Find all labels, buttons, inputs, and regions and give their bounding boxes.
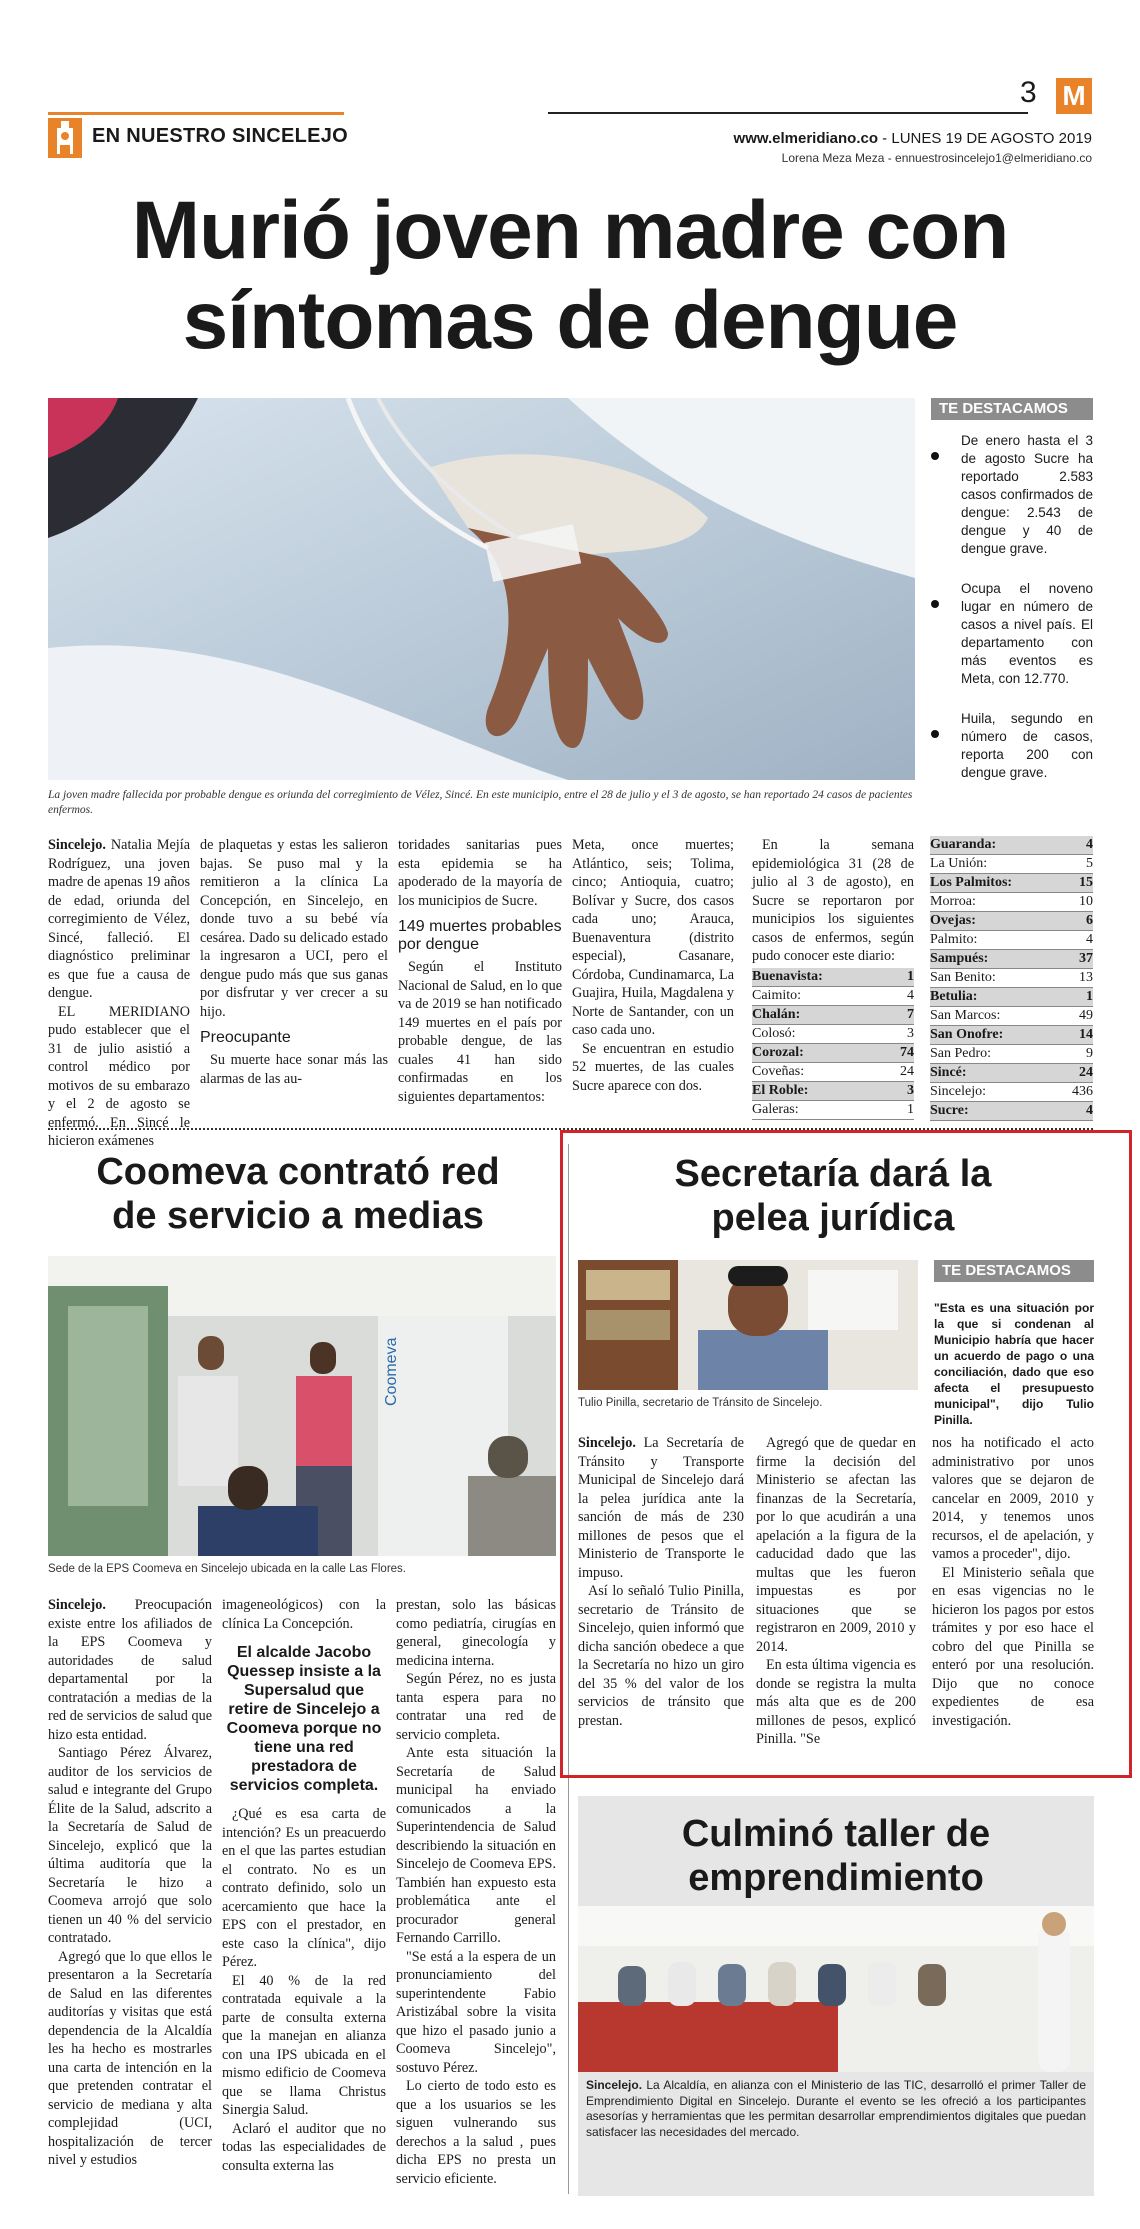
coomeva-photo-caption: Sede de la EPS Coomeva en Sincelejo ubicada en la calle Las Flores. [48,1563,406,1575]
secretaria-col-2: Agregó que de quedar en firme la decisión del Ministerio se afectan las finanzas de la Secretaría, por lo que acudirán a una apelación a la figura de la caducidad dado que las multas que les fueron impuestas es por situaciones que se registraron en 2009, 2010 y 2014. En esta última vigencia es donde se registra la multa más alta que es de 200 millones de pesos, explicó Pinilla. "Se [756,1435,916,1747]
municipality-name: Ovejas: [930,913,976,928]
cases-table-row [930,893,1093,912]
dateline: Sincelejo. [578,1435,636,1451]
subhead: 149 muertes probables por dengue [398,918,562,953]
dateline: Sincelejo. [586,2078,643,2092]
coomeva-col-2: imageneológicos) con la clínica La Concepción. El alcalde Jacobo Quessep insiste a la Supersalud que retire de Sincelejo a Coomeva porque no tiene una red prestadora de servicios completa. ¿Qué es esa carta de intención? Es un preacuerdo en el que las partes estudian el contrato. No es un contrato definido, solo un acercamiento que hace la EPS con el prestador, en este caso la clínica", dijo Pérez. El 40 % de la red contratada equivale a la parte de consulta externa que la manejan en alianza con una IPS ubicada en el mismo edificio de Coomeva que se llama Christus Sinergia Salud. Aclaró el auditor que no todas las especialidades de consulta externa las [222,1597,386,2174]
cases-table-row [930,1064,1093,1083]
municipality-name: Morroa: [930,894,976,909]
case-count: 15 [1079,875,1093,890]
case-count: 10 [1079,894,1093,909]
municipality-name: Galeras: [752,1101,799,1117]
municipality-name: Sampués: [930,951,989,966]
main-photo-caption: La joven madre fallecida por probable dengue es oriunda del corregimiento de Vélez, Sincé. En este municipio, entre el 28 de julio y el 3 de agosto, se han reportado 24 casos de pacientes enfermos. [48,789,913,816]
cases-table-row [752,1063,914,1082]
site-link[interactable]: www.elmeridiano.co [733,130,879,147]
date: - LUNES 19 DE AGOSTO 2019 [878,130,1092,147]
cases-table-row [930,912,1093,931]
highlight-item: Ocupa el noveno lugar en número de casos a nivel país. El departamento con más eventos es Meta, con 12.770. [931,580,1093,688]
bullet-icon [931,730,939,738]
case-count: 9 [1086,1046,1093,1061]
municipality-name: La Unión: [930,856,988,871]
secretaria-photo [578,1260,918,1390]
case-count: 14 [1079,1027,1093,1042]
municipality-name: Corozal: [752,1044,804,1060]
subhead: Preocupante [200,1029,291,1046]
main-col-3: toridades sanitarias pues esta epidemia se ha apoderado de la mayoría de los municipios de Sucre. 149 muertes probables por dengue Según el Instituto Nacional de Salud, en lo que va de 2019 se han notificado 149 muertes en el país por probable dengue, de las cuales 41 han sido confirmadas en los siguientes departamentos: [398,837,562,1105]
municipality-name: Colosó: [752,1025,796,1041]
bullet-icon [931,452,939,460]
cases-table-row [752,968,914,987]
cases-table-row [930,931,1093,950]
cases-table-row [930,1026,1093,1045]
case-count: 436 [1072,1084,1093,1099]
case-count: 1 [907,968,914,984]
section-accent-bar [48,112,344,115]
case-count: 74 [900,1044,914,1060]
case-count: 6 [1086,913,1093,928]
cases-table-row [930,950,1093,969]
municipality-name: Palmito: [930,932,978,947]
municipality-name: Caimito: [752,987,801,1003]
cases-table-row [930,988,1093,1007]
main-col-1: Sincelejo. Natalia Mejía Rodríguez, una joven madre de apenas 19 años de edad, oriunda del corregimiento de Vélez, Sincé, falleció. El diagnóstico preliminar es que fue a causa de dengue. EL MERIDIANO pudo establecer que el 31 de julio asistió a control médico por motivos de su embarazo y el 2 de agosto se enfermó. En Sincé le hicieron exámenes [48,837,190,1149]
secretaria-col-1: Sincelejo. La Secretaría de Tránsito y Transporte Municipal de Sincelejo dará la pelea jurídica ante la sanción de más de 230 millones de pesos que el Ministerio de Transporte le impuso. Así lo señaló Tulio Pinilla, secretario de Tránsito de Sincelejo, quien informó que dicha sanción obedece a que la Secretaría no hizo un giro del 35 % del valor de los servicios de tránsito que prestan. [578,1435,744,1729]
cases-table-row [930,1045,1093,1064]
masthead-rule [548,112,1028,114]
case-count: 4 [907,987,914,1003]
dateline: Sincelejo. [48,837,106,853]
main-headline-line2: síntomas de dengue [182,275,958,366]
case-count: 37 [1079,951,1093,966]
coomeva-col-1: Sincelejo. Preocupación existe entre los afiliados de la EPS Coomeva y autoridades de salud departamental por la contratación a medias de la red de servicios de salud que hizo esta entidad. Santiago Pérez Álvarez, auditor de los servicios de salud e integrante del Grupo Élite de la Salud, adscrito a la Secretaría de Salud de Sincelejo, explicó que la última auditoría que la Secretaría le hizo a Coomeva arrojó que solo tienen un 40 % del servicio contratado. Agregó que lo que ellos le presentaron a la Secretaría de Salud en las diferentes auditorías y visitas que está dependencia de la Alcaldía les ha hecho es mostrarles una carta de intención en la que pretenden contratar el servicio de mediana y alta complejidad (UCI, hospitalización de tercer nivel y estudios [48,1597,212,2168]
highlight-item: De enero hasta el 3 de agosto Sucre ha reportado 2.583 casos confirmados de dengue: 2.543 de dengue y 40 de dengue grave. [931,432,1093,558]
main-photo-hand-iv [48,398,915,780]
municipality-name: Guaranda: [930,837,997,852]
secretaria-highlight-quote: "Esta es una situación por la que si condenan al Municipio habría que hacer un acuerdo de pago o una conciliación, dado que eso afecta el presupuesto municipal", dijo Tulio Pinilla. [934,1301,1094,1427]
svg-text:Coomeva: Coomeva [383,1337,400,1406]
municipality-name: San Marcos: [930,1008,1001,1023]
secretaria-col-3: nos ha notificado el acto administrativo por unos valores que se dejaron de cancelar en 2009, 2010 y 2014, y tenemos unos recursos, el de apelación, y vamos a proceder", dijo. El Ministerio señala que en esas vigencias no le hicieron los pagos por estos trámites y por eso hace el cobro del que Pinilla se enteró por una resolución. Dijo que no conoce expedientes de esa investigación. [932,1435,1094,1729]
case-count: 24 [1079,1065,1093,1080]
cases-table-b [930,836,1093,1121]
cases-table-row [752,1006,914,1025]
taller-caption: Sincelejo. La Alcaldía, en alianza con el Ministerio de las TIC, desarrolló el primer Taller de Emprendimiento Digital en Sincelejo. Durante el evento se les ofreció a los participantes asesorías y herramientas que les permitan desarrollar emprendimientos digitales que puedan satisfacer las necesidades del mercado. [586,2078,1086,2139]
sincelejo-tower-icon [48,118,82,158]
municipality-name: Coveñas: [752,1063,805,1079]
highlight-item: Huila, segundo en número de casos, reporta 200 con dengue grave. [931,710,1093,782]
taller-headline: Culminó taller de emprendimiento [681,1813,991,1899]
main-highlight-label: TE DESTACAMOS [931,398,1093,420]
secretaria-photo-caption: Tulio Pinilla, secretario de Tránsito de Sincelejo. [578,1397,823,1409]
case-count: 3 [907,1025,914,1041]
case-count: 4 [1086,837,1093,852]
main-col-2: de plaquetas y estas les salieron bajas. Se puso mal y la remitieron a la clínica La Concepción, en Sincelejo, en donde tuvo a su bebé vía cesárea. Dado su delicado estado la ingresaron a UCI, pero el dengue pudo más que sus ganas por disfrutar y ver crecer a su hijo. Preocupante Su muerte hace sonar más las alarmas de las au- [200,837,388,1087]
coomeva-headline: Coomeva contrató red de servicio a medias [96,1151,500,1237]
section-title: EN NUESTRO SINCELEJO [92,125,349,147]
coomeva-col-3: prestan, solo las básicas como pediatría, cirugías en general, ginecología y medicina interna. Según Pérez, no es justa tanta espera para no contratar una red de servicio completa. Ante esta situación la Secretaría de Salud municipal ha enviado comunicados a la Superintendencia de Salud describiendo la situación en Sincelejo de Coomeva EPS. También han expuesto esta problemática ante el procurador general Fernando Carrillo. "Se está a la espera de un pronunciamiento del superintendente Fabio Aristizábal sobre la visita que hizo el pasado junio a Coomeva Sincelejo", sostuvo Pérez. Lo cierto de todo esto es que a los usuarios se les siguen vulnerando sus derechos a la salud , pues dicha EPS no presta un servicio eficiente. [396,1597,556,2187]
municipality-name: Sincelejo: [930,1084,986,1099]
case-count: 4 [1086,1103,1093,1118]
pull-quote: El alcalde Jacobo Quessep insiste a la Supersalud que retire de Sincelejo a Coomeva porque no tiene una red prestadora de servicios completa. [226,1644,382,1794]
cases-table-row [752,1082,914,1101]
case-count: 3 [907,1082,914,1098]
main-col-4: Meta, once muertes; Atlántico, seis; Tolima, cinco; Antioquia, cuatro; Bolívar y Sucre, dos casos cada uno; Arauca, Buenaventura (distrito especial), Casanare, Córdoba, Cundinamarca, La Guajira, Huila, Magdalena y Norte de Santander, con un caso cada uno. Se encuentran en estudio 52 muertes, de las cuales Sucre aparece con dos. [572,837,734,1094]
cases-table-row [930,1102,1093,1121]
cases-table-row [752,1044,914,1063]
municipality-name: San Pedro: [930,1046,992,1061]
main-col-6 [930,836,1093,1121]
municipality-name: Sucre: [930,1103,969,1118]
taller-photo [578,1906,1094,2072]
byline: Lorena Meza Meza - ennuestrosincelejo1@elmeridiano.co [781,151,1092,165]
municipality-name: San Onofre: [930,1027,1004,1042]
municipality-name: San Benito: [930,970,996,985]
case-count: 13 [1079,970,1093,985]
municipality-name: Betulia: [930,989,978,1004]
case-count: 5 [1086,856,1093,871]
dateline: Sincelejo. [48,1597,106,1613]
cases-table-row [930,969,1093,988]
main-headline-line1: Murió joven madre con [131,185,1009,276]
page-number: 3 [1020,76,1037,109]
municipality-name: El Roble: [752,1082,809,1098]
case-count: 24 [900,1063,914,1079]
cases-table-row [930,1083,1093,1102]
case-count: 7 [907,1006,914,1022]
cases-table-row [752,1025,914,1044]
secretaria-headline: Secretaría dará la pelea jurídica [674,1153,992,1239]
case-count: 1 [907,1101,914,1117]
header-site-date [630,130,1092,148]
municipality-name: Sincé: [930,1065,967,1080]
municipality-name: Los Palmitos: [930,875,1013,890]
cases-table-row [752,987,914,1006]
case-count: 49 [1079,1008,1093,1023]
main-highlights [931,432,1093,782]
cases-table-a [752,968,914,1120]
municipality-name: Chalán: [752,1006,801,1022]
cases-table-row [752,1101,914,1120]
case-count: 1 [1086,989,1093,1004]
cases-table-row [930,874,1093,893]
case-count: 4 [1086,932,1093,947]
cases-table-row [930,855,1093,874]
main-col-5: En la semana epidemiológica 31 (28 de julio al 3 de agosto), en Sucre se reportaron por municipios los siguientes casos de enfermos, según pudo conocer este diario: Buenavista: 1 Caimito: 4 Chalán: 7 Colosó: 3 Corozal: 74 Coveñas: 24 El Roble: 3 Galeras: 1 [752,836,914,1120]
cases-table-row [930,1007,1093,1026]
bullet-icon [931,600,939,608]
main-headline [30,186,1110,366]
coomeva-photo [48,1256,556,1556]
cases-table-row [930,836,1093,855]
municipality-name: Buenavista: [752,968,823,984]
secretaria-highlight-label: TE DESTACAMOS [934,1260,1094,1282]
logo: M [1056,78,1092,114]
